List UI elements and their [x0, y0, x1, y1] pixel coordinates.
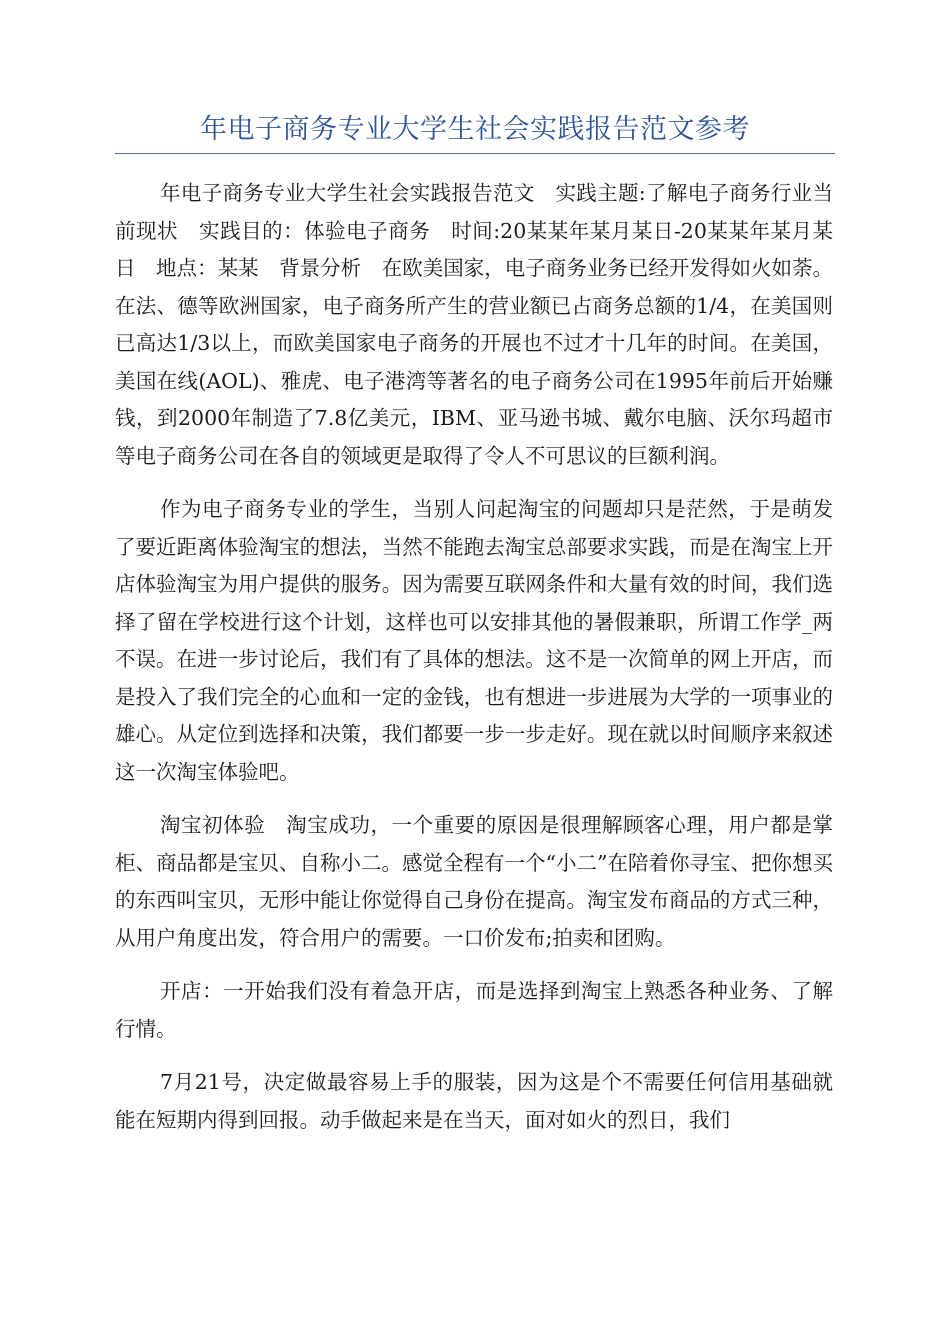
document-title: 年电子商务专业大学生社会实践报告范文参考	[200, 114, 750, 145]
document-body	[115, 175, 833, 1155]
paragraph: 淘宝初体验 淘宝成功，一个重要的原因是很理解顾客心理，用户都是掌柜、商品都是宝贝、自称小二。感觉全程有一个“小二”在陪着你寻宝、把你想买的东西叫宝贝，无形中能让你觉得自己身份在提高。淘宝发布商品的方式三种，从用户角度出发，符合用户的需要。一口价发布;拍卖和团购。	[115, 813, 833, 950]
paragraph: 作为电子商务专业的学生，当别人问起淘宝的问题却只是茫然，于是萌发了要近距离体验淘宝的想法，当然不能跑去淘宝总部要求实践，而是在淘宝上开店体验淘宝为用户提供的服务。因为需要互联网条件和大量有效的时间，我们选择了留在学校进行这个计划，这样也可以安排其他的暑假兼职，所谓工作学_两不误。在进一步讨论后，我们有了具体的想法。这不是一次简单的网上开店，而是投入了我们完全的心血和一定的金钱，也有想进一步进展为大学的一项事业的雄心。从定位到选择和决策，我们都要一步一步走好。现在就以时间顺序来叙述这一次淘宝体验吧。	[115, 497, 833, 784]
paragraph: 开店：一开始我们没有着急开店，而是选择到淘宝上熟悉各种业务、了解行情。	[115, 979, 833, 1041]
paragraph: 7月21号，决定做最容易上手的服装，因为这是个不需要任何信用基础就能在短期内得到回报。动手做起来是在当天，面对如火的烈日，我们	[115, 1070, 833, 1132]
paragraph: 年电子商务专业大学生社会实践报告范文 实践主题:了解电子商务行业当前现状 实践目的：体验电子商务 时间:20某某年某月某日-20某某年某月某日 地点：某某 背景分析 在欧美国家，电子商务业务已经开发得如火如荼。在法、德等欧洲国家，电子商务所产生的营业额已占商务总额的1/4，在美国则已高达1/3以上，而欧美国家电子商务的开展也不过才十几年的时间。在美国，美国在线(AOL)、雅虎、电子港湾等著名的电子商务公司在1995年前后开始赚钱，到2000年制造了7.8亿美元，IBM、亚马逊书城、戴尔电脑、沃尔玛超市等电子商务公司在各自的领域更是取得了令人不可思议的巨额利润。	[115, 181, 833, 468]
title-underline	[115, 153, 835, 154]
